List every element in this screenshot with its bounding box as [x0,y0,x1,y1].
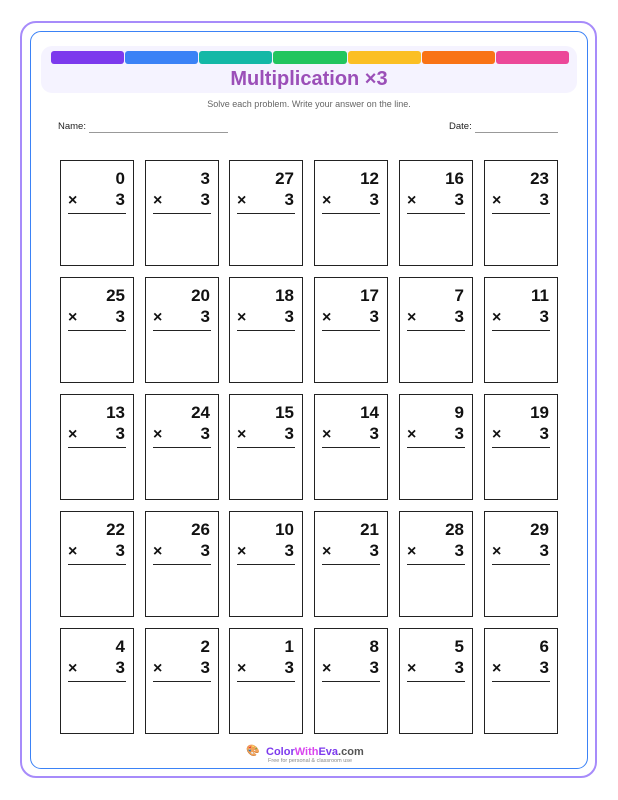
multiplier: 3 [454,190,464,209]
multiply-sign: × [68,426,78,443]
multiplicand: 4 [115,637,125,656]
multiplicand: 25 [106,286,125,305]
rainbow-segment [199,51,272,64]
problem-card[interactable] [314,511,388,617]
multiply-sign: × [68,660,78,677]
problem-card[interactable] [399,277,473,383]
date-line[interactable] [475,122,558,133]
problem-card[interactable] [229,160,303,266]
answer-line [407,330,465,331]
problem-card[interactable] [229,277,303,383]
problem-card[interactable] [60,511,134,617]
answer-line [68,447,126,448]
answer-line [492,213,550,214]
multiplier: 3 [284,658,294,677]
answer-line [492,330,550,331]
multiplicand: 14 [360,403,379,422]
instructions: Solve each problem. Write your answer on the line. [207,99,411,109]
problem-card[interactable] [145,394,219,500]
multiply-sign: × [153,543,163,560]
problem-card[interactable] [145,628,219,734]
multiply-sign: × [322,660,332,677]
date-label: Date: [449,121,472,132]
multiplicand: 13 [106,403,125,422]
problem-card[interactable] [314,394,388,500]
answer-line [407,447,465,448]
problem-card[interactable] [145,160,219,266]
multiply-sign: × [68,309,78,326]
multiplicand: 3 [200,169,210,188]
multiply-sign: × [407,426,417,443]
multiplicand: 22 [106,520,125,539]
answer-line [322,564,380,565]
multiplier: 3 [539,541,549,560]
problem-card[interactable] [145,511,219,617]
multiplier: 3 [369,307,379,326]
problem-card[interactable] [314,160,388,266]
answer-line [68,213,126,214]
multiplier: 3 [539,307,549,326]
brand-name: ColorWithEva.com [266,746,364,758]
answer-line [153,447,211,448]
multiply-sign: × [237,543,247,560]
multiply-sign: × [237,192,247,209]
answer-line [237,447,295,448]
multiplicand: 16 [445,169,464,188]
multiply-sign: × [322,543,332,560]
answer-line [322,447,380,448]
multiply-sign: × [153,192,163,209]
rainbow-segment [422,51,495,64]
multiplicand: 27 [275,169,294,188]
multiply-sign: × [153,309,163,326]
problem-card[interactable] [314,628,388,734]
multiply-sign: × [322,309,332,326]
multiply-sign: × [492,660,502,677]
multiplier: 3 [284,424,294,443]
multiply-sign: × [153,426,163,443]
problem-card[interactable] [399,160,473,266]
multiply-sign: × [322,426,332,443]
multiply-sign: × [407,309,417,326]
problem-card[interactable] [314,277,388,383]
multiplier: 3 [539,424,549,443]
multiplier: 3 [115,658,125,677]
multiplicand: 9 [454,403,464,422]
problem-card[interactable] [60,277,134,383]
rainbow-segment [51,51,124,64]
answer-line [322,213,380,214]
name-line[interactable] [89,122,228,133]
multiplier: 3 [200,541,210,560]
multiplier: 3 [115,541,125,560]
multiplier: 3 [284,190,294,209]
multiplier: 3 [200,190,210,209]
multiplicand: 8 [369,637,379,656]
multiplier: 3 [454,541,464,560]
problem-card[interactable] [60,160,134,266]
problem-card[interactable] [484,160,558,266]
multiplicand: 15 [275,403,294,422]
answer-line [237,564,295,565]
problem-card[interactable] [60,628,134,734]
multiplicand: 5 [454,637,464,656]
problem-card[interactable] [399,511,473,617]
answer-line [237,330,295,331]
multiplicand: 1 [284,637,294,656]
multiplier: 3 [200,307,210,326]
multiplicand: 24 [191,403,210,422]
palette-icon: 🎨 [246,745,260,757]
multiply-sign: × [492,309,502,326]
multiplier: 3 [115,190,125,209]
rainbow-segment [496,51,569,64]
multiply-sign: × [492,192,502,209]
tagline: Free for personal & classroom use [268,758,353,764]
answer-line [407,681,465,682]
answer-line [237,681,295,682]
multiplier: 3 [369,424,379,443]
multiplicand: 21 [360,520,379,539]
answer-line [407,213,465,214]
multiplier: 3 [539,190,549,209]
answer-line [153,681,211,682]
multiply-sign: × [237,660,247,677]
multiplicand: 23 [530,169,549,188]
answer-line [68,330,126,331]
answer-line [492,447,550,448]
answer-line [407,564,465,565]
multiply-sign: × [492,426,502,443]
multiplicand: 7 [454,286,464,305]
problem-card[interactable] [145,277,219,383]
multiplier: 3 [200,658,210,677]
multiplicand: 0 [115,169,125,188]
multiply-sign: × [407,192,417,209]
rainbow-segment [125,51,198,64]
problem-card[interactable] [229,628,303,734]
answer-line [68,681,126,682]
problem-card[interactable] [484,628,558,734]
multiplier: 3 [454,658,464,677]
multiply-sign: × [237,309,247,326]
multiply-sign: × [68,192,78,209]
problem-card[interactable] [399,628,473,734]
answer-line [492,564,550,565]
multiplicand: 10 [275,520,294,539]
multiplier: 3 [369,658,379,677]
multiplier: 3 [284,541,294,560]
answer-line [68,564,126,565]
multiplicand: 6 [539,637,549,656]
multiply-sign: × [492,543,502,560]
multiplicand: 29 [530,520,549,539]
multiply-sign: × [407,660,417,677]
multiplicand: 2 [200,637,210,656]
multiply-sign: × [237,426,247,443]
answer-line [322,330,380,331]
problem-card[interactable] [399,394,473,500]
multiplicand: 12 [360,169,379,188]
answer-line [153,564,211,565]
page-title: Multiplication ×3 [230,68,388,90]
multiplicand: 11 [531,286,549,305]
problem-card[interactable] [60,394,134,500]
problem-card[interactable] [229,394,303,500]
multiplier: 3 [454,307,464,326]
multiplier: 3 [115,424,125,443]
multiply-sign: × [322,192,332,209]
multiplicand: 17 [360,286,379,305]
answer-line [492,681,550,682]
problem-card[interactable] [484,394,558,500]
multiply-sign: × [153,660,163,677]
multiplicand: 20 [191,286,210,305]
multiplier: 3 [284,307,294,326]
multiplier: 3 [115,307,125,326]
name-label: Name: [58,121,86,132]
date-field[interactable] [449,121,558,133]
multiplier: 3 [454,424,464,443]
answer-line [153,330,211,331]
multiply-sign: × [407,543,417,560]
problem-card[interactable] [484,511,558,617]
multiplicand: 28 [445,520,464,539]
multiplicand: 18 [275,286,294,305]
answer-line [153,213,211,214]
multiplier: 3 [539,658,549,677]
answer-line [237,213,295,214]
problem-card[interactable] [484,277,558,383]
multiplier: 3 [369,541,379,560]
multiply-sign: × [68,543,78,560]
multiplier: 3 [200,424,210,443]
rainbow-segment [348,51,421,64]
multiplicand: 26 [191,520,210,539]
multiplicand: 19 [530,403,549,422]
rainbow-segment [273,51,346,64]
rainbow-bar [51,51,569,64]
multiplier: 3 [369,190,379,209]
answer-line [322,681,380,682]
problem-card[interactable] [229,511,303,617]
name-field[interactable] [58,121,228,133]
